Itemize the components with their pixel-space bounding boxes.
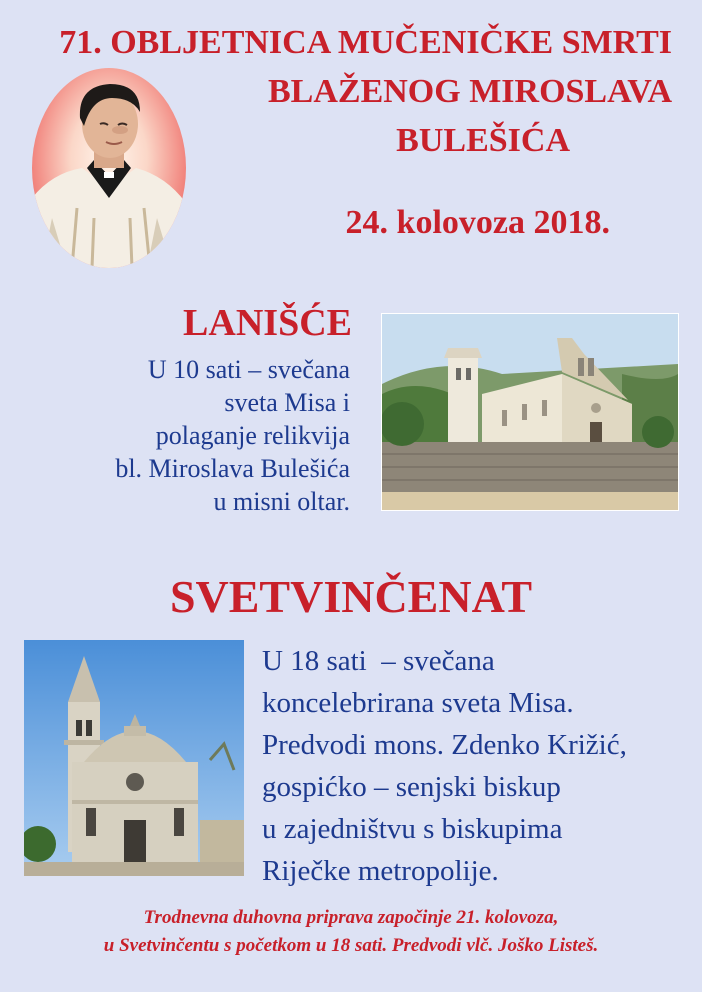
lanisce-church-photo [382, 314, 678, 510]
title-line-2: BLAŽENOG MIROSLAVA [267, 73, 672, 110]
svetvincenat-heading: SVETVINČENAT [169, 571, 533, 622]
title-line-3: BULEŠIĆA [396, 122, 570, 159]
lanisce-line-3: polaganje relikvija [155, 421, 350, 450]
lanisce-line-2: sveta Misa i [224, 388, 350, 417]
svetvincenat-line-5: u zajedništvu s biskupima [262, 813, 563, 845]
portrait-photo [32, 68, 186, 268]
lanisce-line-5: u misni oltar. [213, 487, 350, 516]
svetvincenat-line-3: Predvodi mons. Zdenko Križić, [262, 729, 627, 761]
event-date: 24. kolovoza 2018. [345, 204, 610, 241]
svetvincenat-line-6: Riječke metropolije. [262, 855, 499, 887]
lanisce-line-4: bl. Miroslava Bulešića [115, 454, 350, 483]
svetvincenat-line-1: U 18 sati – svečana [262, 645, 495, 677]
footer-note [0, 904, 702, 960]
title-line-1: 71. OBLJETNICA MUČENIČKE SMRTI [59, 24, 672, 61]
lanisce-line-1: U 10 sati – svečana [147, 355, 350, 384]
svetvincenat-line-4: gospićko – senjski biskup [262, 771, 561, 803]
footer-line-1: Trodnevna duhovna priprava započinje 21. kolovoza, [143, 907, 559, 928]
lanisce-description [115, 353, 350, 518]
footer-line-2: u Svetvinčentu s početkom u 18 sati. Predvodi vlč. Joško Listeš. [103, 935, 599, 956]
svetvincenat-church-photo [24, 640, 244, 876]
svetvincenat-description [262, 640, 627, 892]
svetvincenat-line-2: koncelebrirana sveta Misa. [262, 687, 574, 719]
lanisce-heading: LANIŠĆE [183, 302, 352, 344]
